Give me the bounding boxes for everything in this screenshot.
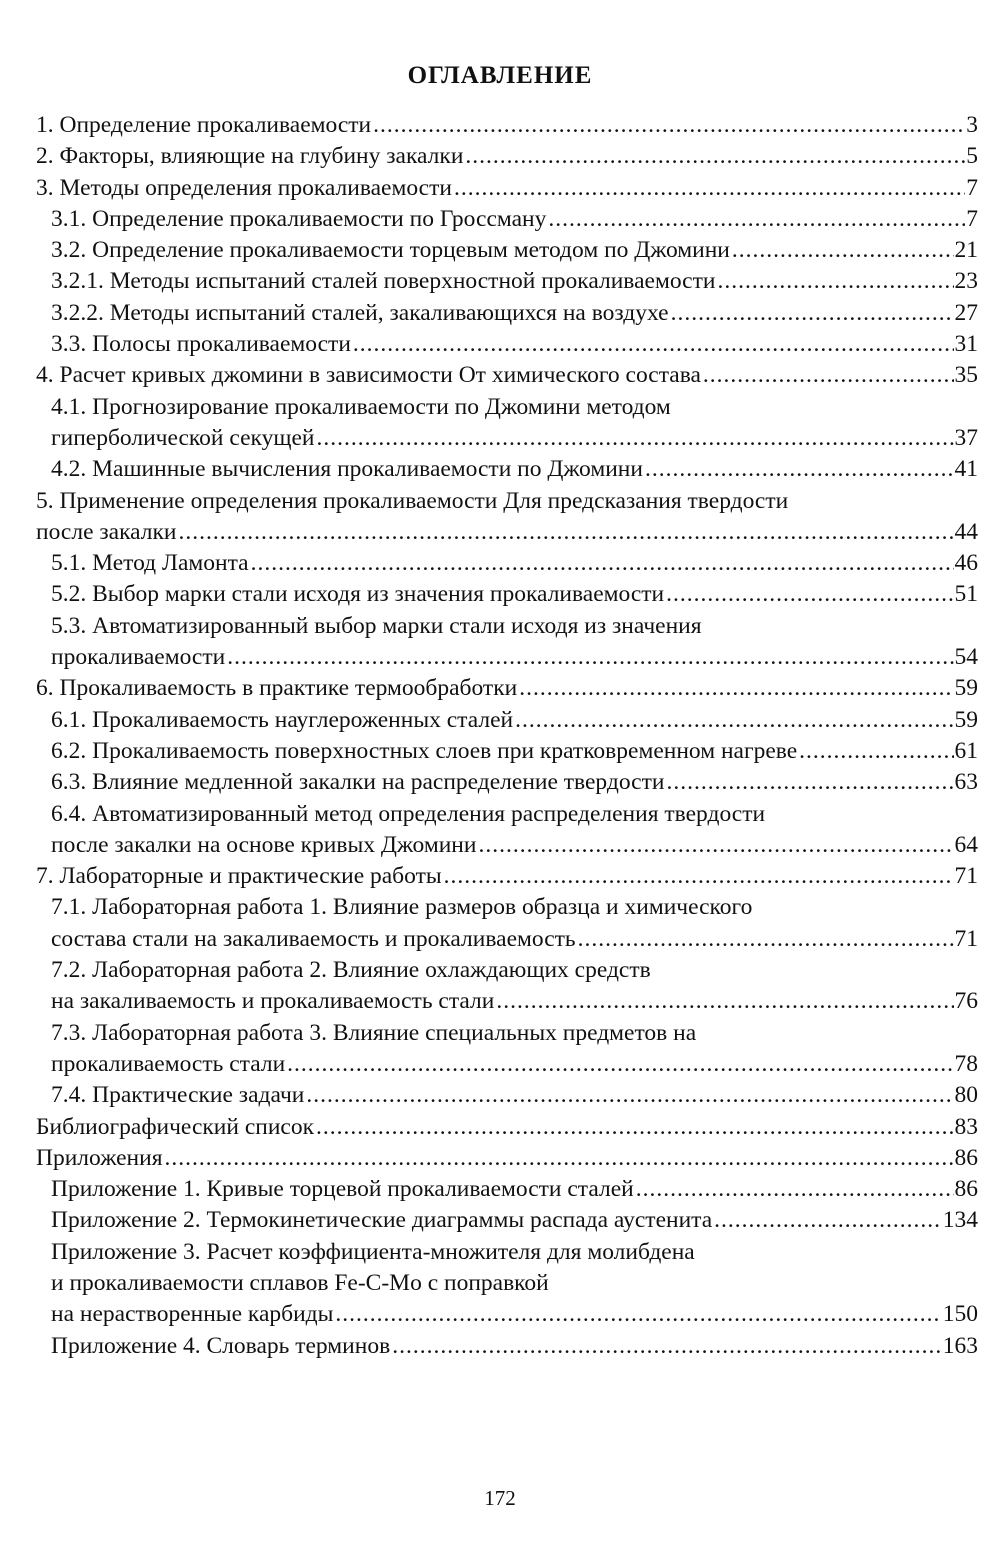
toc-entry-line [51,1049,978,1080]
toc-entry-title: 6.1. Прокаливаемость науглероженных сталей [51,706,514,733]
toc-entry-page: 7 [966,174,978,201]
dot-leader [335,1299,941,1330]
toc-entry-title: 5.2. Выбор марки стали исходя из значения прокаливаемости [51,581,665,608]
toc-entry[interactable] [36,611,978,674]
toc-entry-page: 37 [954,424,978,451]
toc-entry[interactable] [36,1237,978,1331]
toc-entry-title: 1. Определение прокаливаемости [36,112,372,138]
toc-entry-line [36,673,978,704]
toc-entry-line [51,642,978,673]
toc-entry-line [51,454,978,485]
toc-entry[interactable] [36,861,978,892]
toc-entry-title: 6.2. Прокаливаемость поверхностных слоев при кратковременном нагреве [51,737,798,764]
toc-entry[interactable] [36,298,978,329]
toc-entry-page: 3 [966,112,978,138]
toc-entry-title-line: 4.1. Прогнозирование прокаливаемости по Джомини методом [51,393,671,420]
toc-entry-line [36,517,978,548]
toc-entry[interactable] [36,1143,978,1174]
toc-entry-page: 59 [954,675,978,702]
toc-entry-title: Приложения [36,1144,163,1171]
dot-leader [496,986,953,1017]
toc-entry-title: 2. Факторы, влияющие на глубину закалки [36,143,464,170]
toc-entry-title: 5.1. Метод Ламонта [51,550,249,577]
toc-entry-title: на закаливаемость и прокаливаемость стали [51,988,495,1015]
toc-entry[interactable] [36,204,978,235]
toc-entry-line [51,1174,978,1205]
toc-entry-line [51,266,978,297]
toc-entry-line [36,173,978,204]
dot-leader [465,141,965,172]
dot-leader [316,1112,953,1143]
dot-leader [732,235,954,266]
toc-entry-title-line: 5.3. Автоматизированный выбор марки стали исходя из значения [51,612,702,639]
dot-leader [666,579,953,610]
toc-entry[interactable] [36,1205,978,1236]
toc-entry-title-line: 5. Применение определения прокаливаемости Для предсказания твердости [36,487,789,514]
toc-entry-page: 163 [942,1332,978,1359]
toc-entry[interactable] [36,799,978,862]
toc-entry[interactable] [36,329,978,360]
dot-leader [287,1049,953,1080]
toc-entry-page: 51 [954,581,978,608]
toc-entry-page: 83 [954,1113,978,1140]
toc-entry-title: 3.2.2. Методы испытаний сталей, закаливающихся на воздухе [51,299,669,326]
toc-entry-page: 76 [954,988,978,1015]
toc-entry-title: 7.4. Практические задачи [51,1082,305,1109]
toc-entry-page: 86 [954,1144,978,1171]
toc-entry-title: 4.2. Машинные вычисления прокаливаемости по Джомини [51,456,643,483]
toc-entry[interactable] [36,892,978,955]
toc-entry-page: 63 [954,769,978,796]
toc-entry-line [51,1299,978,1330]
toc-entry-title: после закалки [36,518,177,545]
toc-entry-line [51,579,978,610]
toc-entry-page: 54 [954,644,978,671]
dot-leader [316,423,953,454]
toc-entry-line [36,360,978,391]
dot-leader [666,767,953,798]
toc-entry-page: 7 [966,205,978,232]
toc-entry-line [51,1331,978,1362]
toc-entry-page: 61 [954,737,978,764]
toc-entry-page: 46 [954,550,978,577]
toc-entry-title: прокаливаемость стали [51,1050,286,1077]
toc-entry-title: Библиографический список [36,1113,315,1140]
toc-entry-line [51,548,978,579]
toc-entry-line [51,235,978,266]
toc-entry-title: 7. Лабораторные и практические работы [36,863,442,890]
toc-entry-page: 44 [954,518,978,545]
dot-leader [578,924,954,955]
toc-entry-line [36,1112,978,1143]
dot-leader [515,705,953,736]
toc-entry-line [51,986,978,1017]
dot-leader [636,1174,954,1205]
toc-entry[interactable] [36,548,978,579]
toc-entry-title: 3.2. Определение прокаливаемости торцевым методом по Джомини [51,237,730,264]
toc-entry[interactable] [36,1174,978,1205]
toc-entry-page: 27 [954,299,978,326]
toc-entry-line [51,924,978,955]
toc-entry-page: 150 [942,1301,978,1328]
toc-entry[interactable] [36,955,978,1018]
toc-entry-line [51,1205,978,1236]
toc-entry-title: 6.3. Влияние медленной закалки на распределение твердости [51,769,665,796]
toc-entry-line [36,141,978,172]
toc-entry-line [51,830,978,861]
toc-entry-title: 3. Методы определения прокаливаемости [36,174,452,201]
toc-entry-line [51,705,978,736]
toc-entry-page: 5 [966,143,978,170]
toc-entry[interactable] [36,110,978,141]
toc-entry[interactable] [36,360,978,391]
toc-entry[interactable] [36,454,978,485]
dot-leader [165,1143,954,1174]
toc-entry[interactable] [36,235,978,266]
toc-entry-title: 3.2.1. Методы испытаний сталей поверхностной прокаливаемости [51,268,716,295]
toc-entry-line [51,767,978,798]
dot-leader [373,110,965,141]
toc-entry-title: 3.3. Полосы прокаливаемости [51,331,351,358]
toc-entry-title: прокаливаемости [51,644,226,671]
toc-entry[interactable] [36,736,978,767]
toc-entry-title-line: 7.1. Лабораторная работа 1. Влияние размеров образца и химического [51,894,753,921]
toc-entry[interactable] [36,173,978,204]
toc-entry[interactable] [36,1331,978,1362]
toc-entry-title: 3.1. Определение прокаливаемости по Гроссману [51,205,547,232]
toc-entry-title: Приложение 4. Словарь терминов [51,1332,391,1359]
toc-entry[interactable] [36,141,978,172]
toc-entry-line [51,736,978,767]
toc-entry-line [36,1143,978,1174]
toc-entry-page: 23 [954,268,978,295]
toc-entry-line [51,298,978,329]
toc-entry-title-line: и прокаливаемости сплавов Fe-C-Mo с поправкой [51,1269,549,1296]
toc-entry-page: 64 [954,831,978,858]
dot-leader [353,329,954,360]
dot-leader [478,830,953,861]
toc-entry[interactable] [36,673,978,704]
toc-entry-page: 80 [954,1082,978,1109]
dot-leader [444,861,954,892]
toc-entry-title-line: 6.4. Автоматизированный метод определения распределения твердости [51,800,766,827]
toc-entry[interactable] [36,767,978,798]
toc-entry[interactable] [36,1112,978,1143]
toc-entry-page: 71 [954,925,978,952]
toc-entry-title: Приложение 2. Термокинетические диаграммы распада аустенита [51,1207,713,1234]
dot-leader [703,360,954,391]
page-number: 172 [484,1486,516,1510]
dot-leader [306,1080,953,1111]
toc-entry[interactable] [36,705,978,736]
toc-entry-page: 78 [954,1050,978,1077]
toc-entry-page: 86 [954,1176,978,1203]
toc-entry-title: Приложение 1. Кривые торцевой прокаливаемости сталей [51,1176,634,1203]
toc-entry[interactable] [36,266,978,297]
toc-entry-title-line: 7.3. Лабораторная работа 3. Влияние специальных предметов на [51,1019,697,1046]
toc-entry-page: 21 [954,237,978,264]
toc-entry-title: 6. Прокаливаемость в практике термообработки [36,675,518,702]
toc-entry-page: 134 [942,1207,978,1234]
toc-entry-title: состава стали на закаливаемость и прокаливаемость [51,925,576,952]
dot-leader [179,517,954,548]
toc-entry[interactable] [36,579,978,610]
toc-entry-title: 4. Расчет кривых джомини в зависимости От химического состава [36,362,701,389]
toc-entry-page: 41 [954,456,978,483]
toc-entry-title-line: Приложение 3. Расчет коэффициента-множителя для молибдена [51,1238,695,1265]
dot-leader [227,642,953,673]
toc-entry-page: 71 [954,863,978,890]
toc-entry[interactable] [36,1018,978,1081]
dot-leader [548,204,965,235]
dot-leader [519,673,953,704]
toc-entry-title-line: 7.2. Лабораторная работа 2. Влияние охлаждающих средств [51,957,651,984]
toc-entry-line [51,204,978,235]
dot-leader [454,173,965,204]
toc-entry-line [51,329,978,360]
toc-entry-line [36,861,978,892]
toc-entry-page: 35 [954,362,978,389]
toc-entry-page: 31 [954,331,978,358]
toc-entry[interactable] [36,392,978,455]
table-of-contents [36,110,978,1362]
toc-entry-line [51,423,978,454]
dot-leader [645,454,954,485]
toc-entry-line [36,110,978,141]
toc-entry[interactable] [36,1080,978,1111]
page-title: ОГЛАВЛЕНИЕ [407,62,593,89]
dot-leader [251,548,954,579]
dot-leader [717,266,953,297]
dot-leader [799,736,953,767]
toc-entry-title: после закалки на основе кривых Джомини [51,831,477,858]
toc-entry-page: 59 [954,706,978,733]
toc-entry-line [51,1080,978,1111]
dot-leader [714,1205,942,1236]
toc-entry-title: гиперболической секущей [51,424,315,451]
toc-entry-title: на нерастворенные карбиды [51,1301,334,1328]
toc-entry[interactable] [36,486,978,549]
dot-leader [392,1331,942,1362]
dot-leader [671,298,954,329]
